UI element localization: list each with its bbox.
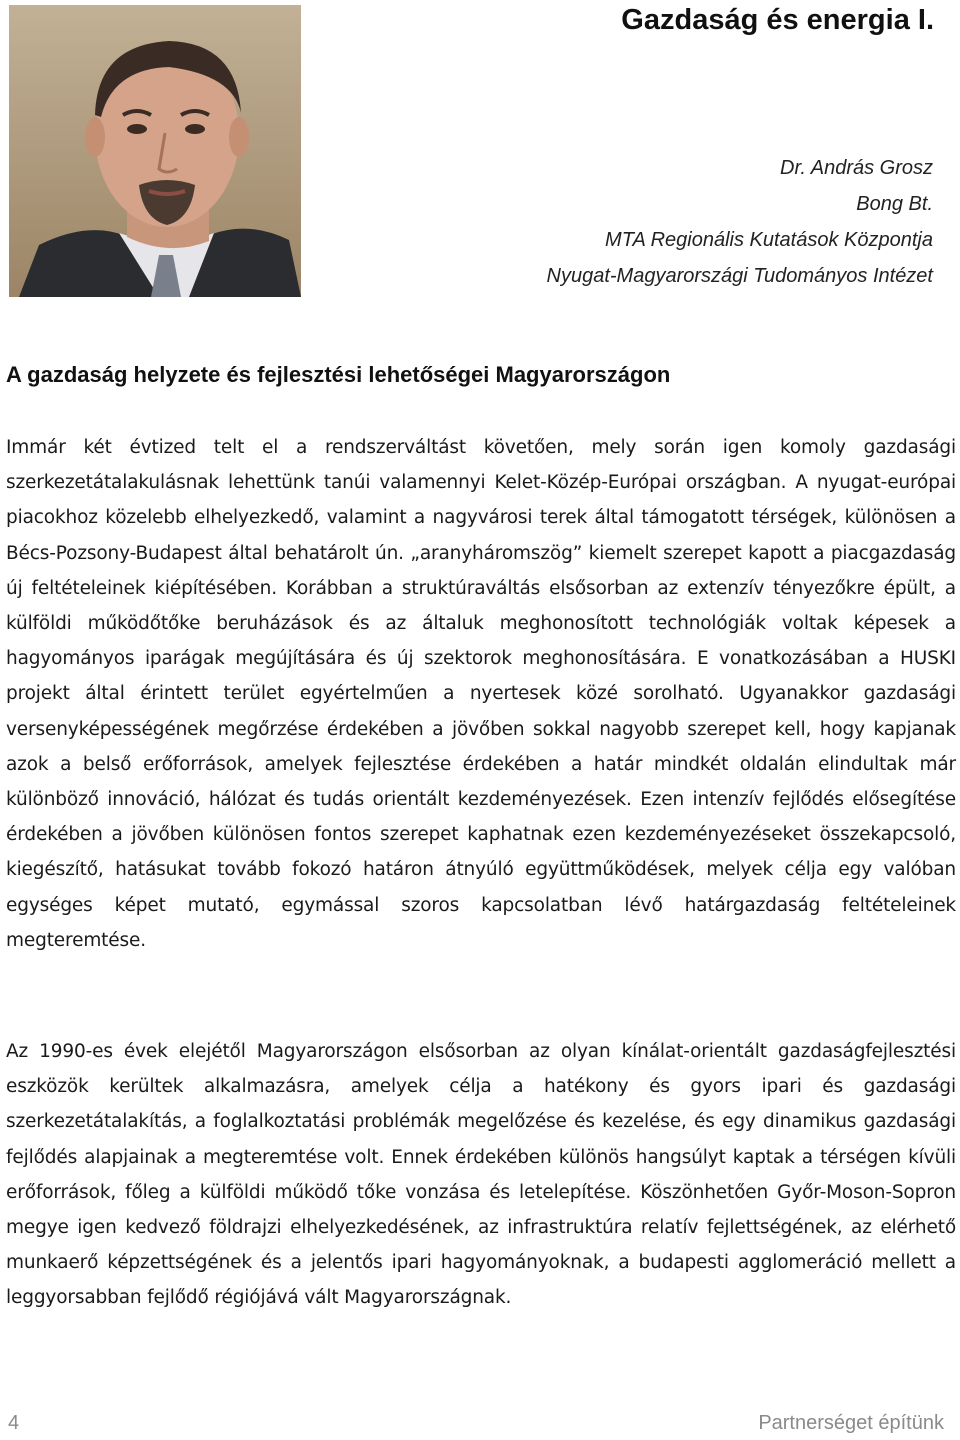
body-paragraph-1: Immár két évtized telt el a rendszerváltást követően, mely során igen komoly gazdasági szerkezetátalakulásnak lehettünk tanúi valamennyi Kelet-Közép-Európai országban. A nyugat-európai piacokhoz közelebb elhelyezkedő, valamint a nagyvárosi terek által támogatott térségek, különösen a Bécs-Pozsony-Budapest által behatárolt ún. „aranyháromszög” kiemelt szerepet kapott a piacgazdaság új feltételeinek kiépítésében. Korábban a struktúraváltás elsősorban az extenzív tényezőkre épült, a külföldi működőtőke beruházások és az általuk meghonosított technológiák voltak képesek a hagyományos iparágak megújítására és új szektorok meghonosítására. E vonatkozásában a HUSKI projekt által érintett terület egyértelműen a nyertesek közé sorolható. Ugyanakkor gazdasági versenyképességének megőrzése érdekében a jövőben sokkal nagyobb szerepet kell, hogy kapjanak azok a belső erőforrások, amelyek fejlesztése érdekében a határ mindkét oldalán elindultak már különböző innováció, hálózat és tudás orientált kezdeményezések. Ezen intenzív fejlődés elősegítése érdekében a jövőben különösen fontos szerepet kaphatnak ezen kezdeményezéseket összekapcsoló, kiegészítő, hatásukat tovább fokozó határon átnyúló együttműködések, melyek célja egy valóban egységes képet mutató, egymással szoros kapcsolatban lévő határgazdaság feltételeinek megteremtése.	[6, 437, 956, 951]
author-block	[547, 150, 933, 294]
author-photo	[9, 5, 301, 297]
footer-tagline: Partnerséget építünk	[758, 1412, 944, 1434]
section-title: Gazdaság és energia I.	[621, 4, 934, 36]
portrait-image	[9, 5, 301, 297]
author-institute: Nyugat-Magyarországi Tudományos Intézet	[546, 265, 933, 287]
author-company: Bong Bt.	[856, 193, 933, 215]
page-number: 4	[8, 1412, 20, 1434]
author-institution: MTA Regionális Kutatások Központja	[605, 229, 933, 251]
author-name: Dr. András Grosz	[780, 157, 933, 179]
page-footer	[0, 1412, 960, 1440]
body-paragraph-2: Az 1990-es évek elejétől Magyarországon elsősorban az olyan kínálat-orientált gazdaságfejlesztési eszközök kerültek alkalmazásra, amelyek célja a hatékony és gyors ipari és gazdasági szerkezetátalakítás, a foglalkoztatási problémák megelőzése és kezelése, és egy dinamikus gazdasági fejlődés alapjainak a megteremtése volt. Ennek érdekében különös hangsúlyt kaptak a térségen kívüli erőforrások, főleg a külföldi működő tőke vonzása és letelepítése. Köszönhetően Győr-Moson-Sopron megye igen kedvező földrajzi elhelyezkedésének, az infrastruktúra relatív fejlettségének, az elérhető munkaerő képzettségének és a jelentős ipari hagyományoknak, a budapesti agglomeráció mellett a leggyorsabban fejlődő régiójává vált Magyarországnak.	[6, 1041, 956, 1309]
article-title: A gazdaság helyzete és fejlesztési lehetőségei Magyarországon	[6, 362, 671, 387]
